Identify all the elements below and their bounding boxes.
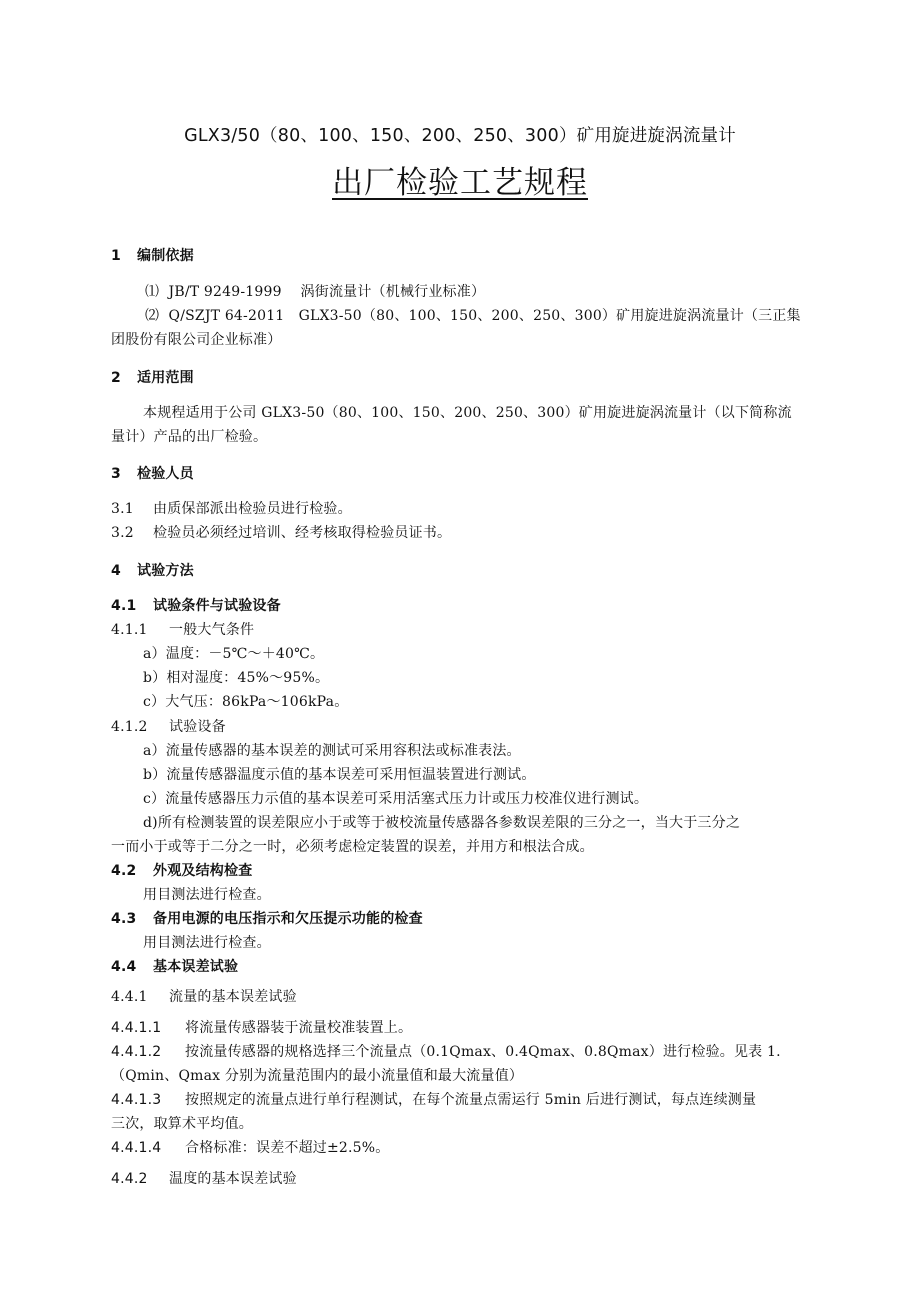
section-title: 检验人员 (137, 466, 194, 482)
reference-label: ⑴ (145, 284, 160, 300)
subsection-4-1-2-heading (111, 718, 226, 736)
condition-pressure: c）大气压：86kPa～106kPa。 (143, 694, 349, 710)
clause-text: 按流量传感器的规格选择三个流量点（0.1Qmax、0.4Qmax、0.8Qmax）进行检验。见表 1. (185, 1044, 781, 1060)
subsection-4-2-body: 用目测法进行检查。 (143, 887, 271, 903)
reference-item (145, 307, 801, 325)
subsection-4-4-2-heading (111, 1170, 297, 1188)
equipment-item-c: c）流量传感器压力示值的基本误差可采用活塞式压力计或压力校准仪进行测试。 (143, 791, 649, 807)
clause-number: 4.4.1 (111, 989, 148, 1005)
subsection-4-4-heading (111, 958, 238, 976)
clause-number: 4.4.1.3 (111, 1092, 162, 1108)
clause-number: 4.1 (111, 598, 137, 614)
clause-text: 合格标准：误差不超过±2.5%。 (185, 1140, 390, 1156)
clause-4-4-1-2 (111, 1043, 781, 1061)
scope-paragraph-line: 量计）产品的出厂检验。 (111, 429, 268, 445)
equipment-item-a: a）流量传感器的基本误差的测试可采用容积法或标准表法。 (143, 743, 521, 759)
subsection-4-1-1-heading (111, 621, 254, 639)
clause-number: 4.1.1 (111, 622, 148, 638)
reference-item (145, 283, 485, 301)
clause-3-1 (111, 500, 352, 518)
clause-title: 外观及结构检查 (153, 863, 253, 879)
reference-text: JB/T 9249-1999 涡街流量计（机械行业标准） (168, 284, 486, 300)
section-title: 适用范围 (137, 370, 194, 386)
clause-number: 4.4.1.4 (111, 1140, 162, 1156)
equipment-item-b: b）流量传感器温度示值的基本误差可采用恒温装置进行测试。 (143, 767, 536, 783)
clause-text: 由质保部派出检验员进行检验。 (153, 501, 352, 517)
reference-text: Q/SZJT 64-2011 GLX3-50（80、100、150、200、250、300）矿用旋进旋涡流量计（三正集 (168, 308, 801, 324)
equipment-item-d-line1: d)所有检测装置的误差限应小于或等于被校流量传感器各参数误差限的三分之一，当大于三分之 (143, 815, 741, 831)
document-title-text: 出厂检验工艺规程 (332, 165, 588, 201)
subsection-4-3-body: 用目测法进行检查。 (143, 935, 271, 951)
clause-number: 3.2 (111, 525, 134, 541)
section-title: 试验方法 (137, 563, 194, 579)
subsection-4-3-heading (111, 910, 423, 928)
clause-title: 备用电源的电压指示和欠压提示功能的检查 (153, 911, 423, 927)
equipment-item-d-line2: 一而小于或等于二分之一时，必须考虑检定装置的误差，并用方和根法合成。 (111, 839, 594, 855)
clause-number: 4.4.1.2 (111, 1044, 162, 1060)
clause-3-2 (111, 524, 451, 542)
clause-4-4-1-4 (111, 1139, 390, 1157)
document-title (0, 163, 920, 203)
condition-humidity: b）相对湿度：45%～95%。 (143, 670, 330, 686)
reference-label: ⑵ (145, 308, 160, 324)
clause-text: 将流量传感器装于流量校准装置上。 (185, 1020, 413, 1036)
condition-temperature: a）温度：－5℃～＋40℃。 (143, 646, 325, 662)
clause-number: 3.1 (111, 501, 134, 517)
clause-title: 基本误差试验 (153, 959, 239, 975)
clause-number: 4.4.2 (111, 1171, 148, 1187)
clause-title: 试验设备 (169, 719, 226, 735)
clause-text: 按照规定的流量点进行单行程测试，在每个流量点需运行 5min 后进行测试，每点连续测量 (185, 1092, 757, 1108)
clause-title: 一般大气条件 (169, 622, 255, 638)
section-number: 3 (111, 466, 121, 482)
subsection-4-4-1-heading (111, 988, 297, 1006)
section-2-heading (111, 369, 194, 387)
clause-4-4-1-3-continuation: 三次，取算术平均值。 (111, 1116, 253, 1132)
subsection-4-2-heading (111, 862, 252, 880)
clause-number: 4.4 (111, 959, 137, 975)
clause-4-4-1-3 (111, 1091, 756, 1109)
section-title: 编制依据 (137, 248, 194, 264)
subsection-4-1-heading (111, 597, 281, 615)
section-number: 2 (111, 370, 121, 386)
section-number: 4 (111, 563, 121, 579)
section-1-heading (111, 247, 194, 265)
clause-title: 流量的基本误差试验 (169, 989, 297, 1005)
clause-number: 4.1.2 (111, 719, 148, 735)
clause-text: 检验员必须经过培训、经考核取得检验员证书。 (153, 525, 452, 541)
clause-number: 4.4.1.1 (111, 1020, 162, 1036)
clause-number: 4.3 (111, 911, 137, 927)
scope-paragraph-line: 本规程适用于公司 GLX3-50（80、100、150、200、250、300）矿用旋进旋涡流量计（以下简称流 (143, 405, 792, 421)
clause-title: 温度的基本误差试验 (169, 1171, 297, 1187)
section-3-heading (111, 465, 194, 483)
clause-title: 试验条件与试验设备 (153, 598, 281, 614)
clause-number: 4.2 (111, 863, 137, 879)
section-number: 1 (111, 248, 121, 264)
document-subtitle: GLX3/50（80、100、150、200、250、300）矿用旋进旋涡流量计 (184, 126, 736, 146)
section-4-heading (111, 562, 194, 580)
clause-4-4-1-2-continuation: （Qmin、Qmax 分别为流量范围内的最小流量值和最大流量值） (111, 1068, 524, 1084)
reference-item-continuation: 团股份有限公司企业标准） (111, 332, 282, 348)
clause-4-4-1-1 (111, 1019, 412, 1037)
